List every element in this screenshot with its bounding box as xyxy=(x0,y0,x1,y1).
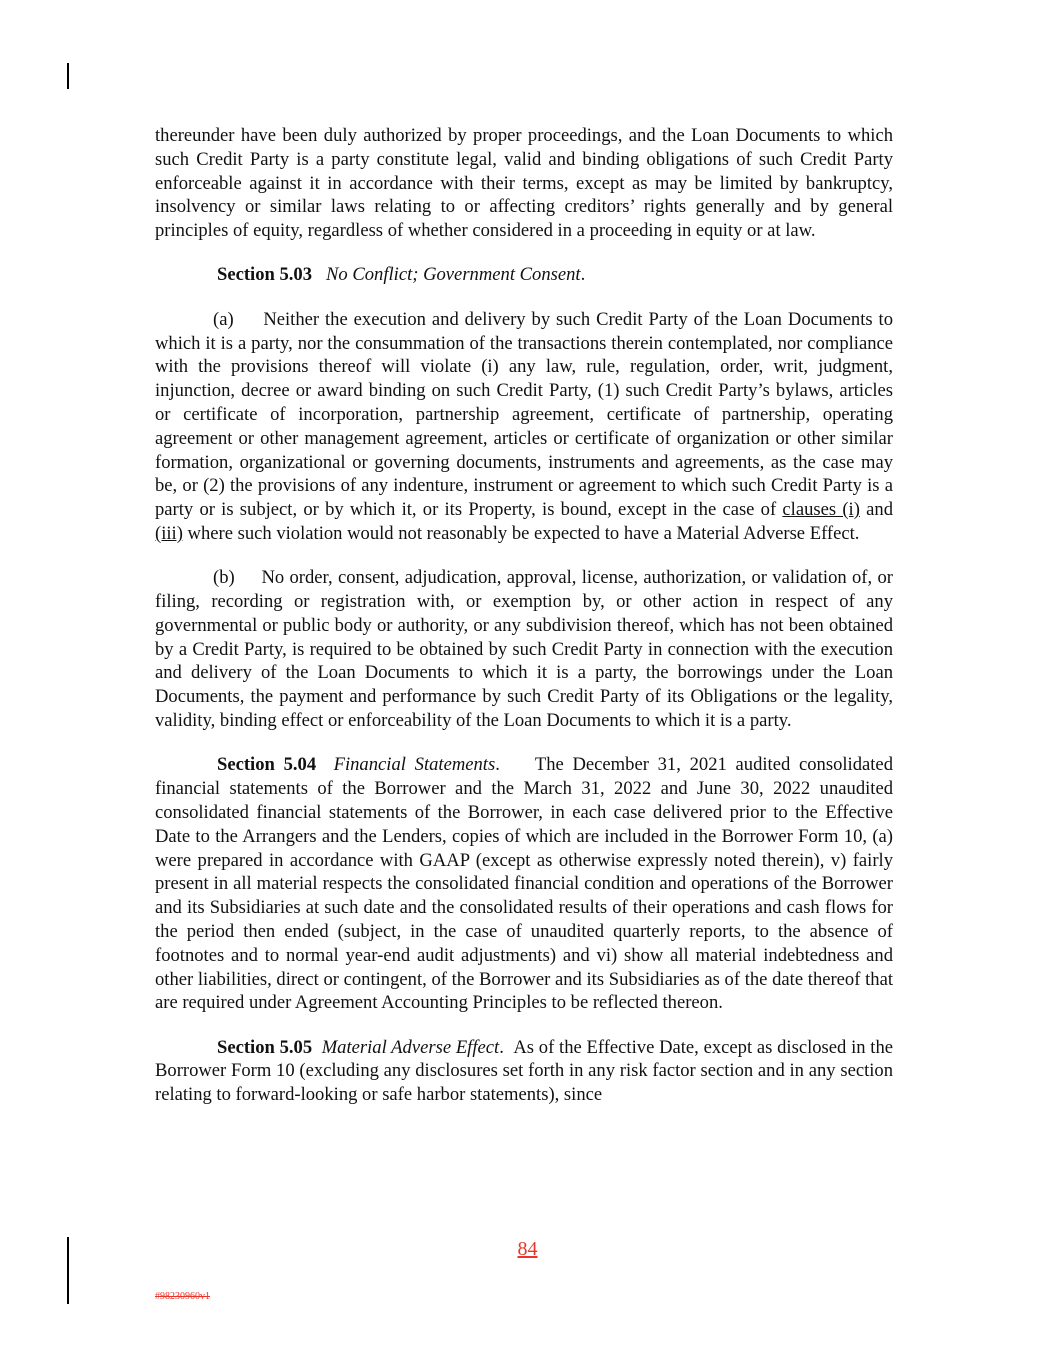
paragraph-continuation: thereunder have been duly authorized by proper proceedings, and the Loan Documents to which such Credit Party is a party constitute legal, valid and binding obligations of such Credit Party enforceable against it in accordance with their terms, except as may be limited by bankruptcy, insolvency or similar laws relating to or affecting creditors’ rights generally and by general principles of equity, regardless of whether considered in a proceeding in equity or at law. xyxy=(155,125,893,242)
document-id: #98230960v1 xyxy=(155,1291,210,1302)
section-number: Section 5.03 xyxy=(217,264,313,286)
clause-a-paragraph xyxy=(155,308,893,546)
clause-reference-iii: (iii) xyxy=(155,522,183,544)
section-5-04-text: The December 31, 2021 audited consolidated financial statements of the Borrower and the March 31, 2022 and June 30, 2022 unaudited consolidated financial statements of the Borrower, in each case delivered prior to the Effective Date to the Arrangers and the Lenders, copies of which are included in the Borrower Form 10, (a) were prepared in accordance with GAAP (except as otherwise expressly noted therein), v) fairly present in all material respects the consolidated financial condition and operations of the Borrower and its Subsidiaries at such date and the consolidated results of their operations and cash flows for the period then ended (subject, in the case of unaudited quarterly reports, to the absence of footnotes and to normal year-end audit adjustments) and vi) show all material indebtedness and other liabilities, direct or contingent, of the Borrower and its Subsidiaries as of the date thereof that are required under Agreement Accounting Principles to be reflected thereon. xyxy=(155,754,893,1014)
clause-b-text: No order, consent, adjudication, approval, license, authorization, or validation of, or filing, recording or registration with, or exemption by, or other action in respect of any governmental or public body or authority, or any subdivision thereof, which has not been obtained by a Credit Party, is required to be obtained by such Credit Party in connection with the execution and delivery of the Loan Documents to which it is a party, the borrowings under the Loan Documents, the payment and performance by such Credit Party of its Obligations or the legality, validity, binding effect or enforceability of the Loan Documents to which it is a party. xyxy=(155,567,893,732)
clause-a-text: Neither the execution and delivery by such Credit Party of the Loan Documents to which it is a party, nor the consummation of the transactions therein contemplated, nor compliance with the provisions thereof will violate (i) any law, rule, regulation, order, writ, judgment, injunction, decree or award binding on such Credit Party, (1) such Credit Party’s bylaws, articles or certificate of incorporation, partnership agreement, certificate of partnership, operating agreement or other management agreement, articles or certificate of organization or other similar formation, organizational or governing documents, instruments and agreements, as the case may be, or (2) the provisions of any indenture, instrument or agreement to which such Credit Party is a party or is subject, or by which it, or its Property, is bound, except in the case of xyxy=(155,308,893,521)
page-number: 84 xyxy=(517,1238,538,1260)
document-body xyxy=(155,124,893,1127)
section-5-05-text: As of the Effective Date, except as disclosed in the Borrower Form 10 (excluding any disclosures set forth in any risk factor section and in any section relating to forward-looking or safe harbor statements), since xyxy=(155,1036,894,1106)
section-title: Financial Statements xyxy=(333,754,496,776)
clause-a-text-end: where such violation would not reasonably be expected to have a Material Adverse Effect. xyxy=(187,522,860,544)
section-number: Section 5.04 xyxy=(217,754,317,776)
section-5-04-paragraph: Section 5.04 Financial Statements. The December 31, 2021 audited consolidated financial statements of the Borrower and the March 31, 2022 and June 30, 2022 unaudited consolidated financial statements of the Borrower, in each case delivered prior to the Effective Date to the Arrangers and the Lenders, copies of which are included in the Borrower Form 10, (a) were prepared in accordance with GAAP (except as otherwise expressly noted therein), v) fairly present in all material respects the consolidated financial condition and operations of the Borrower and its Subsidiaries at such date and the consolidated results of their operations and cash flows for the period then ended (subject, in the case of unaudited quarterly reports, to the absence of footnotes and to normal year-end audit adjustments) and vi) show all material indebtedness and other liabilities, direct or contingent, of the Borrower and its Subsidiaries as of the date thereof that are required under Agreement Accounting Principles to be reflected thereon. xyxy=(155,754,893,1014)
revision-bar-top xyxy=(67,63,69,89)
clause-conjunction: and xyxy=(866,499,894,521)
section-title: Material Adverse Effect xyxy=(321,1036,500,1058)
clause-b-paragraph xyxy=(155,566,893,733)
clause-b-label: (b) xyxy=(213,567,235,589)
section-5-03-heading: Section 5.03 No Conflict; Government Consent. xyxy=(217,264,586,286)
section-title: No Conflict; Government Consent xyxy=(325,264,581,286)
section-5-05-paragraph: Section 5.05 Material Adverse Effect. As of the Effective Date, except as disclosed in the Borrower Form 10 (excluding any disclosures set forth in any risk factor section and in any section relating to forward-looking or safe harbor statements), since xyxy=(155,1036,894,1106)
section-number: Section 5.05 xyxy=(217,1036,313,1058)
clause-reference-i: clauses (i) xyxy=(782,499,860,521)
clause-a-label: (a) xyxy=(213,308,234,330)
